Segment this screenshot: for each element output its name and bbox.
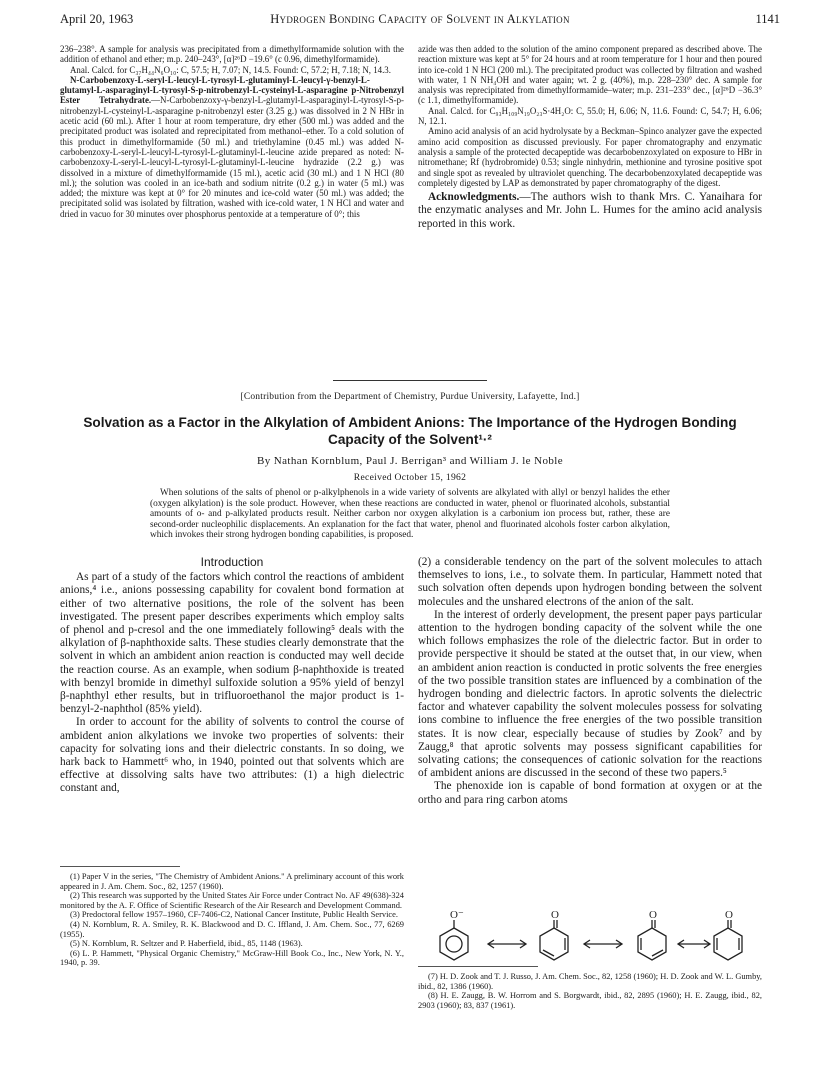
intro-paragraph-3: In the interest of orderly development, the present paper pays particular attention to the hydrogen bonding capacity of the solvent while the one which follows emphasizes the role of the dielectric factor. But in order to provide perspective it should be stated at the outset that, in our view, when an ambident anion reaction is conducted in protic solvents the free energies of the two possible transition states are influenced by a combination of the hydrogen bonding and dielectric factors. In aprotic solvents the dielectric factor and whatever capability the solvent molecules possess for solvating ions combine to influence the free energies of the two possible transition states. It is now clear, especially because of studies by Zook⁷ and by Zaugg,⁸ that aprotic solvents may possess significant capabilities for solvating cations; the consequences of cationic solvation for the reactions of ambident anions are discussed in the second of these two papers.⁵ [418, 608, 762, 780]
section-heading-introduction: Introduction [200, 555, 264, 569]
cyclohexadienone-ring [540, 928, 568, 960]
footnote: (5) N. Kornblum, R. Seltzer and P. Haberfield, ibid., 85, 1148 (1963). [70, 939, 303, 949]
prev-article-right-column [418, 44, 762, 231]
footnote: (1) Paper V in the series, "The Chemistry of Ambident Anions." A preliminary account of this work appeared in J. Am. Chem. Soc., 82, 1257 (1960). [60, 872, 404, 891]
oxide-label: O⁻ [450, 909, 464, 921]
intro-paragraph-cont: (2) a considerable tendency on the part of the solvent molecules to attach themselves to ions, i.e., to solvate them. In particular, Hammett noted that such solvation often depends upon hydrogen bonding between the solvent molecules and the unshared electrons of the anion of the salt. [418, 556, 762, 608]
header-running-title: Hydrogen Bonding Capacity of Solvent in Alkylation [270, 12, 570, 26]
compound-name: N-Carbobenzoxy-L-seryl-L-leucyl-L-tyrosyl-L-glutaminyl-L-leucyl-γ-benzyl-L-glutamyl-L-asparaginyl-L-tyrosyl-S-p-nitrobenzyl-L-cysteinyl-L-asparagine p-Nitrobenzyl Ester Tetrahydrate. [60, 74, 404, 106]
footnote: (2) This research was supported by the United States Air Force under Contract No. AF 49(638)-324 monitored by the A. F. Office of Scientific Research of the Air Research and Development Command. [60, 891, 404, 910]
article-title: Solvation as a Factor in the Alkylation of Ambident Anions: The Importance of the Hydrogen Bonding Capacity of the Solvent¹·² [83, 415, 737, 447]
cyclohexadienone-ring [638, 928, 666, 960]
carbonyl-o-label: O [551, 909, 559, 921]
received-date: Received October 15, 1962 [353, 472, 467, 483]
footnote: (6) L. P. Hammett, "Physical Organic Chemistry," McGraw-Hill Book Co., Inc., New York, N. Y., 1940, p. 39. [60, 948, 404, 968]
ack-text: —The authors wish to thank Mrs. C. Yanaihara for the enzymatic analyses and Mr. John L. Humes for the amino acid analysis reported in this work. [418, 191, 762, 230]
authors: By Nathan Kornblum, Paul J. Berrigan³ and William J. le Noble [257, 455, 563, 467]
prev-paragraph-cont: azide was then added to the solution of the amino component prepared as described above. The reaction mixture was kept at 5° for 24 hours and at room temperature for 1 hour and then poured into ice-cold 1 N HCl (200 ml.). The precipitated product was collected by filtration and washed with water, 1 N NH₄OH and water again; wt. 2 g. (40%), m.p. 228–230° dec. A sample for analysis was reprecipitated from dimethylformamide–water; m.p. 231–233° dec., [α]²⁶D −36.3° (c 1.1, dimethylformamide). [418, 44, 762, 106]
header-page-number: 1141 [755, 12, 780, 26]
article-divider [333, 380, 487, 381]
body-right-column [418, 556, 762, 807]
footnote: (8) H. E. Zaugg, B. W. Horrom and S. Borgwardt, ibid., 82, 2895 (1960); H. E. Zaugg, ibid., 82, 2903 (1960); 83, 837 (1961). [418, 991, 762, 1010]
phenoxide-resonance-scheme [424, 908, 744, 966]
prev-compound-paragraph [60, 75, 404, 219]
acknowledgments [418, 191, 762, 231]
intro-paragraph-2: In order to account for the ability of solvents to control the course of ambident anion alkylations we invoke two properties of solvents: their capacity for solvating ions and their dielectric constants. In so doing, we hark back to Hammett⁶ who, in 1940, pointed out that solvents which are effective at dissolving salts have two attributes: (1) a high dielectric constant and, [60, 716, 404, 795]
abstract: When solutions of the salts of phenol or p-alkylphenols in a wide variety of solvents are alkylated with allyl or benzyl halides the ether (oxygen alkylation) is the sole product. However, when these reactions are conducted in water, phenol or fluorinated alcohols, substantial amounts of o- and p-alkylated products result. Neither carbon nor oxygen alkylation is a carbonium ion process but, rather, these are second-order nucleophilic displacements. An explanation for the fact that water, phenol and fluorinated alcohols foster carbon alkylation, which invokes their strong hydrogen bonding capabilities, is proposed. [150, 488, 670, 541]
carbonyl-o-label: O [725, 909, 733, 921]
body-left-column [60, 556, 404, 796]
footnotes-left [60, 872, 404, 968]
prev-amino-analysis: Amino acid analysis of an acid hydrolysate by a Beckman–Spinco analyzer gave the expected amino acid composition as discussed previously. For paper chromatography and enzymatic analysis a sample of the protected decapeptide was decarbobenzoxylated on exposure to HBr in nitromethane; Rf (hydrobromide) 0.53; single ninhydrin, methionine and tyrosine positive spot and single spot as revealed by ultraviolet quenching. The decarbobenzoxylated decapeptide was completely digested by LAP as demonstrated by paper chromatography of the digest. [418, 126, 762, 188]
footnote-rule [418, 966, 538, 967]
footnote: (4) N. Kornblum, R. A. Smiley, R. K. Blackwood and D. C. Iffland, J. Am. Chem. Soc., 77, 6269 (1955). [60, 919, 404, 939]
prev-analysis-2: Anal. Calcd. for C₉₃H₁₀₉N₁₉O₂₃S·4H₂O: C, 55.0; H, 6.06; N, 11.6. Found: C, 54.7; H, 6.06; N, 12.1. [418, 105, 762, 127]
intro-paragraph-1: As part of a study of the factors which control the reactions of ambident anions,⁴ i.e., anions possessing capability for covalent bond formation at either of two alternative positions, the role of the solvent has been investigated. The present paper describes experiments which employ salts of phenol and p-cresol and the one immediately following⁵ deals with the alkylation of β-naphthoxide salts. These studies clearly demonstrate that the solvent in which an ambident anion reaction is conducted may well decide the reaction course. As an example, when sodium β-naphthoxide is treated with benzyl bromide in dimethyl sulfoxide solution a 95% yield of benzyl β-naphthyl ether results, but in trifluoroethanol the major product is 1-benzyl-2-naphthol (85% yield). [60, 571, 404, 716]
footnote: (7) H. D. Zook and T. J. Russo, J. Am. Chem. Soc., 82, 1258 (1960); H. D. Zook and W. L. Gumby, ibid., 82, 1386 (1960). [418, 972, 762, 991]
carbonyl-o-label: O [649, 909, 657, 921]
contribution-line: [Contribution from the Department of Chemistry, Purdue University, Lafayette, Ind.] [240, 392, 580, 402]
prev-analysis: Anal. Calcd. for C₃₇H₄₄N₆O₁₀: C, 57.5; H, 7.07; N, 14.5. Found: C, 57.2; H, 7.18; N, 14.3. [70, 64, 391, 75]
compound-procedure: —N-Carbobenzoxy-γ-benzyl-L-glutamyl-L-asparaginyl-L-tyrosyl-S-p-nitrobenzyl-L-cysteinyl-L-asparagine p-nitrobenzyl ester (3.25 g.) was dissolved in 2 N HBr in acetic acid (60 ml.). After 1 hour at room temperature, dry ether (500 ml.) was added and the precipitated product was isolated and reprecipitated from methanol–ether. To a cold solution of this product in dimethylformamide (50 ml.) and triethylamine (0.45 ml.) was added N-carbobenzoxy-L-seryl-L-leucyl-L-tyrosyl-L-glutaminyl-L-leucine azide prepared as noted: N-carbobenzoxy-L-seryl-L-leucyl-L-tyrosyl-L-glutaminyl-L-leucine hydrazide (2.2 g.) was dissolved in a mixture of dimethylformamide (15 ml.), acetic acid (30 ml.) and 1 N HCl (80 ml.); the solution was cooled in an ice-bath and sodium nitrite (0.2 g.) in water (5 ml.) was added; the mixture was kept at 0° for 20 minutes and ice-cold water (50 ml.) was added; the precipitated solid was isolated by filtration, washed with ice-cold water, 1 N HCl and water and dried in vacuo for 30 minutes over phosphorus pentoxide at a temperature of 0°; this [60, 95, 404, 219]
cyclohexadienone-ring [714, 928, 742, 960]
footnote-rule [60, 866, 180, 867]
header-date: April 20, 1963 [60, 12, 134, 26]
benzene-ring [440, 928, 468, 960]
footnote: (3) Predoctoral fellow 1957–1960, CF-7406-C2, National Cancer Institute, Public Health Service. [70, 910, 398, 920]
footnotes-right [418, 972, 762, 1010]
ack-heading: Acknowledgments. [428, 191, 520, 204]
aromatic-circle [446, 936, 462, 952]
prev-article-left-column [60, 44, 404, 219]
running-header [60, 12, 780, 32]
prev-paragraph: 236–238°. A sample for analysis was precipitated from a dimethylformamide solution with the addition of ethanol and ether; m.p. 240–243°, [α]²⁶D −19.6° (c 0.96, dimethylformamide). [60, 44, 404, 65]
intro-paragraph-4: The phenoxide ion is capable of bond formation at oxygen or at the ortho and para ring carbon atoms [418, 780, 762, 806]
